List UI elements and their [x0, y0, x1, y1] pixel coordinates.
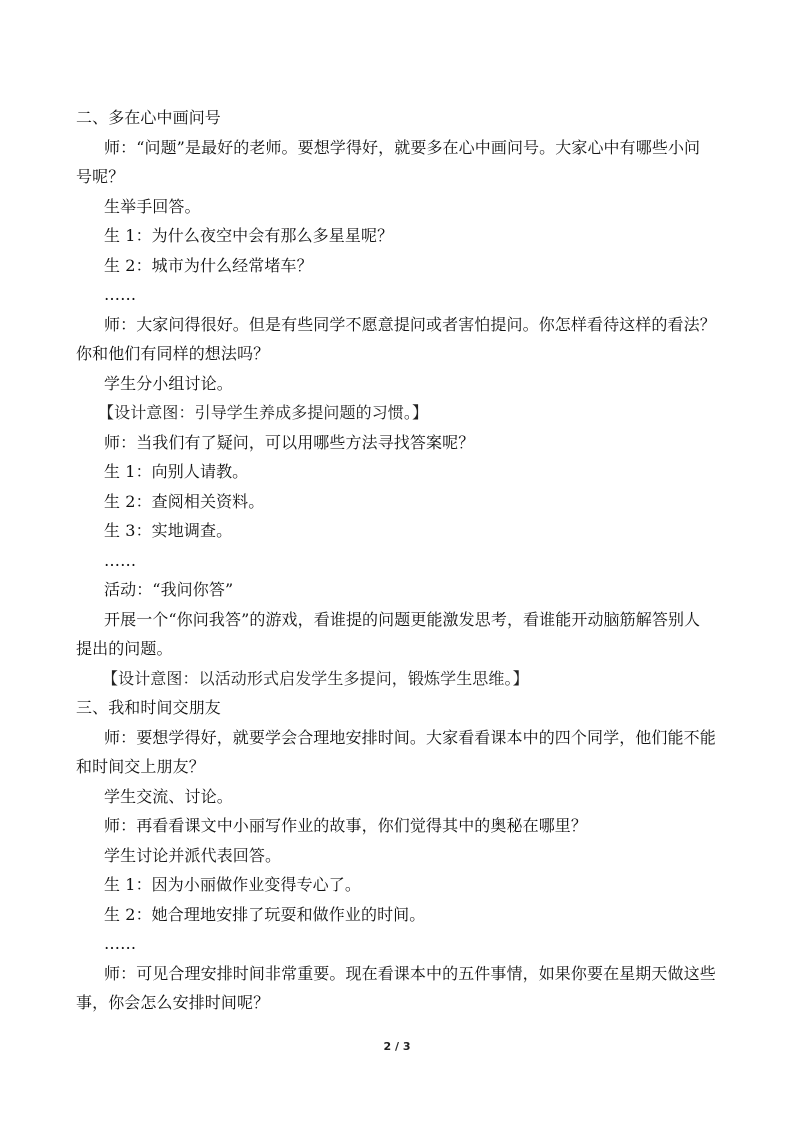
paragraph-line: 事，你会怎么安排时间呢？: [76, 993, 270, 1012]
paragraph-line: 师：大家问得很好。但是有些同学不愿意提问或者害怕提问。你怎样看待这样的看法？: [104, 314, 716, 334]
paragraph-line: 师：当我们有了疑问，可以用哪些方法寻找答案呢？: [104, 432, 475, 452]
paragraph-line: 活动：“我问你答”: [104, 580, 234, 599]
document-body: [76, 103, 716, 1018]
paragraph-line: 师：要想学得好，就要学会合理地安排时间。大家看看课本中的四个同学，他们能不能: [104, 727, 716, 747]
paragraph-line: 生 3：实地调查。: [104, 521, 233, 540]
paragraph-line: 生 1：因为小丽做作业变得专心了。: [104, 875, 361, 894]
paragraph-line: 学生分小组讨论。: [104, 373, 233, 393]
paragraph-line: 生举手回答。: [104, 196, 201, 216]
paragraph-line: 师：“问题”是最好的老师。要想学得好，就要多在心中画问号。大家心中有哪些小问: [104, 137, 701, 157]
design-intent-note: 【设计意图：以活动形式启发学生多提问，锻炼学生思维。】: [102, 668, 529, 688]
paragraph-line: 你和他们有同样的想法吗？: [76, 344, 270, 363]
paragraph-line: 师：可见合理安排时间非常重要。现在看课本中的五件事情，如果你要在星期天做这些: [104, 963, 716, 983]
paragraph-line: 号呢？: [76, 167, 125, 186]
section-heading-3: 三、我和时间交朋友: [76, 698, 221, 717]
paragraph-line: 生 1：为什么夜空中会有那么多星星呢？: [104, 226, 394, 245]
paragraph-line: 师：再看看课文中小丽写作业的故事，你们觉得其中的奥秘在哪里？: [104, 816, 588, 835]
paragraph-line: 和时间交上朋友？: [76, 757, 205, 776]
paragraph-line: 学生讨论并派代表回答。: [104, 845, 282, 865]
design-intent-note: 【设计意图：引导学生养成多提问题的习惯。】: [98, 403, 429, 422]
ellipsis-line: ……: [104, 934, 137, 953]
paragraph-line: 开展一个“你问我答”的游戏，看谁提的问题更能激发思考，看谁能开动脑筋解答别人: [104, 609, 701, 629]
paragraph-line: 生 2：城市为什么经常堵车？: [104, 255, 313, 275]
paragraph-line: 学生交流、讨论。: [104, 786, 233, 806]
paragraph-line: 生 2：查阅相关资料。: [104, 491, 265, 511]
ellipsis-line: ……: [104, 285, 137, 304]
page-number: 2 / 3: [383, 1040, 411, 1053]
paragraph-line: 提出的问题。: [76, 639, 173, 658]
ellipsis-line: ……: [104, 550, 137, 570]
section-heading-2: 二、多在心中画问号: [76, 108, 221, 127]
paragraph-line: 生 1：向别人请教。: [104, 462, 249, 481]
paragraph-line: 生 2：她合理地安排了玩耍和做作业的时间。: [104, 904, 426, 924]
